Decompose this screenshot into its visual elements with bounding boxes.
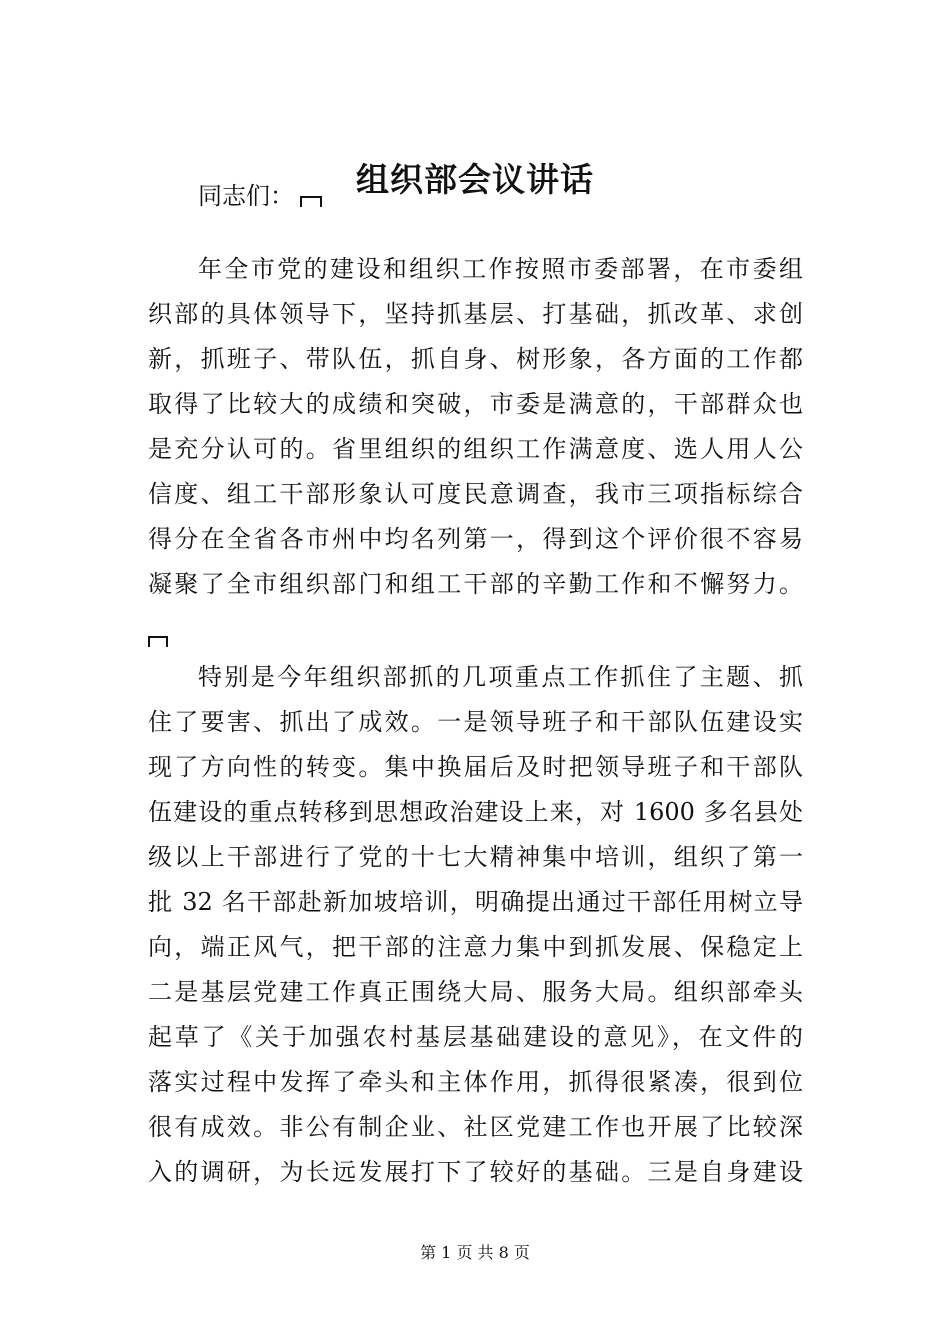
page-footer: 第 1 页 共 8 页 [420, 1243, 530, 1262]
paragraph-line: 是充分认可的。省里组织的组织工作满意度、选人用人公 [148, 435, 803, 463]
paragraph-line: 凝聚了全市组织部门和组工干部的辛勤工作和不懈努力。 [148, 570, 803, 598]
paragraph-line: 很有成效。非公有制企业、社区党建工作也开展了比较深 [148, 1113, 803, 1141]
bracket-mark-icon [148, 636, 168, 647]
greeting-line [198, 173, 803, 219]
paragraph-line: 得分在全省各市州中均名列第一，得到这个评价很不容易 [148, 525, 803, 553]
paragraph-line: 二是基层党建工作真正围绕大局、服务大局。组织部牵头 [148, 978, 803, 1006]
paragraph-line: 织部的具体领导下，坚持抓基层、打基础，抓改革、求创 [148, 300, 803, 328]
paragraph-line: 级以上干部进行了党的十七大精神集中培训，组织了第一 [148, 843, 803, 871]
paragraph-line: 落实过程中发挥了牵头和主体作用，抓得很紧凑，很到位 [148, 1068, 803, 1096]
paragraph-line: 起草了《关于加强农村基层基础建设的意见》，在文件的 [148, 1023, 803, 1051]
paragraph-line: 取得了比较大的成绩和突破，市委是满意的，干部群众也 [148, 390, 803, 418]
greeting-text: 同志们： [198, 182, 294, 210]
paragraph-line: 入的调研，为长远发展打下了较好的基础。三是自身建设 [148, 1158, 803, 1186]
paragraph-line: 特别是今年组织部抓的几项重点工作抓住了主题、抓 [198, 663, 803, 691]
bracket-mark-icon [300, 196, 322, 207]
page-title: 组织部会议讲话 [356, 160, 594, 200]
paragraph-line: 向，端正风气，把干部的注意力集中到抓发展、保稳定上 [148, 933, 803, 961]
paragraph-line: 现了方向性的转变。集中换届后及时把领导班子和干部队 [148, 753, 803, 781]
paragraph-line: 年全市党的建设和组织工作按照市委部署，在市委组 [198, 255, 803, 283]
paragraph-line: 批 32 名干部赴新加坡培训，明确提出通过干部任用树立导 [148, 888, 803, 916]
paragraph-line: 信度、组工干部形象认可度民意调查，我市三项指标综合 [148, 480, 803, 508]
paragraph-line: 伍建设的重点转移到思想政治建设上来，对 1600 多名县处 [148, 798, 803, 826]
paragraph-line: 新，抓班子、带队伍，抓自身、树形象，各方面的工作都 [148, 345, 803, 373]
paragraph-line: 住了要害、抓出了成效。一是领导班子和干部队伍建设实 [148, 708, 803, 736]
